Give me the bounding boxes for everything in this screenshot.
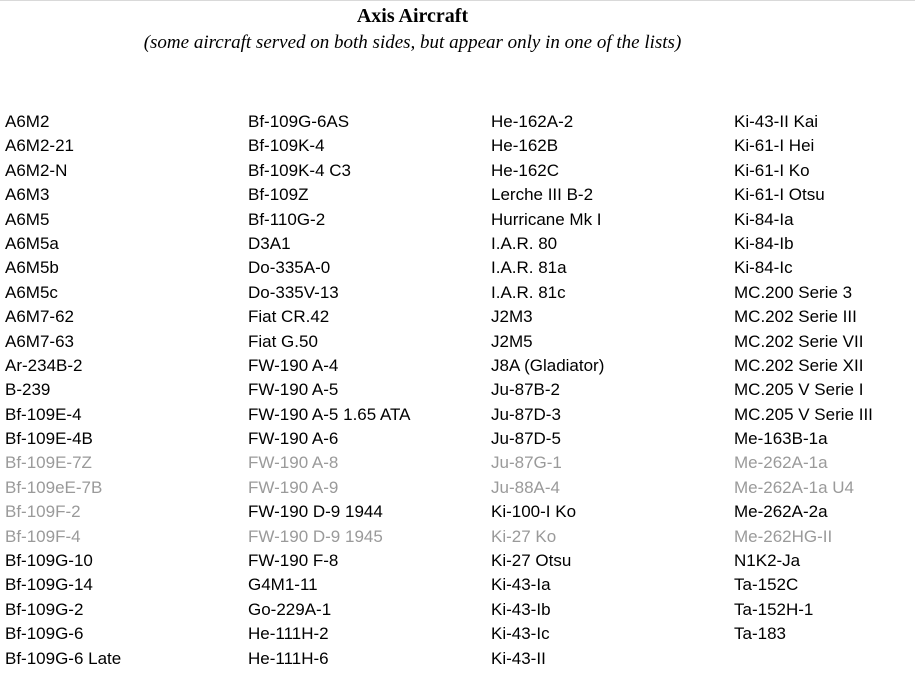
aircraft-list-item: Ju-87B-2 <box>491 380 560 400</box>
aircraft-list-item: Ju-87G-1 <box>491 453 562 473</box>
aircraft-list-item: MC.205 V Serie III <box>734 404 873 424</box>
aircraft-list-item: MC.202 Serie III <box>734 307 857 327</box>
aircraft-list-item: I.A.R. 81a <box>491 258 567 278</box>
aircraft-list-item: Fiat G.50 <box>248 331 318 351</box>
aircraft-list-item: He-111H-6 <box>248 648 329 668</box>
aircraft-list-item: MC.205 V Serie I <box>734 380 864 400</box>
aircraft-list-item: Ju-87D-5 <box>491 429 561 449</box>
aircraft-list-item: Ki-27 Otsu <box>491 551 572 571</box>
aircraft-list-item: Bf-109E-4 <box>5 404 82 424</box>
aircraft-list-item: Bf-109G-10 <box>5 551 93 571</box>
aircraft-list-item: A6M7-62 <box>5 307 74 327</box>
aircraft-list-item: Bf-109F-2 <box>5 502 81 522</box>
aircraft-list-item: Me-262A-1a U4 <box>734 477 855 497</box>
aircraft-list-item: A6M7-63 <box>5 331 74 351</box>
aircraft-list-item: Ta-183 <box>734 624 786 644</box>
aircraft-list-item: Bf-109K-4 C3 <box>248 160 351 180</box>
aircraft-list-item: FW-190 A-9 <box>248 477 339 497</box>
aircraft-list-item: Bf-109G-6 <box>5 624 84 644</box>
aircraft-list-item: FW-190 A-5 1.65 ATA <box>248 404 411 424</box>
aircraft-list-item: Ki-100-I Ko <box>491 502 577 522</box>
aircraft-list-item: Ta-152C <box>734 575 799 595</box>
aircraft-list-item: A6M2-N <box>5 160 68 180</box>
aircraft-column-3 <box>491 110 604 671</box>
aircraft-list-item: Me-163B-1a <box>734 429 828 449</box>
aircraft-list-item: Bf-109G-6AS <box>248 112 350 131</box>
aircraft-list-item: MC.200 Serie 3 <box>734 282 853 302</box>
aircraft-list-item: He-162A-2 <box>491 112 574 131</box>
aircraft-list-item: FW-190 A-4 <box>248 355 339 375</box>
aircraft-list-item: A6M5c <box>5 282 58 302</box>
aircraft-list-item: B-239 <box>5 380 51 400</box>
aircraft-list-item: J2M5 <box>491 331 533 351</box>
aircraft-list-item: A6M2 <box>5 112 50 131</box>
aircraft-list-item: Ki-43-II <box>491 648 546 668</box>
aircraft-list-item: Ki-43-Ia <box>491 575 551 595</box>
aircraft-list-item: G4M1-11 <box>248 575 318 595</box>
aircraft-list-item: Go-229A-1 <box>248 599 332 619</box>
page-subtitle: (some aircraft served on both sides, but appear only in one of the lists) <box>143 32 682 53</box>
aircraft-list-item: Ki-43-II Kai <box>734 112 819 131</box>
aircraft-list-item: MC.202 Serie XII <box>734 355 864 375</box>
aircraft-list-item: Bf-109G-14 <box>5 575 93 595</box>
aircraft-list-item: He-162C <box>491 160 560 180</box>
aircraft-list-item: Ki-61-I Hei <box>734 136 815 156</box>
aircraft-list-item: FW-190 A-8 <box>248 453 339 473</box>
page-title: Axis Aircraft <box>356 5 469 27</box>
aircraft-list-item: A6M2-21 <box>5 136 74 156</box>
aircraft-list-item: FW-190 D-9 1944 <box>248 502 383 522</box>
aircraft-list-item: FW-190 A-6 <box>248 429 339 449</box>
aircraft-list-item: A6M5a <box>5 233 59 253</box>
aircraft-list-item: Ju-87D-3 <box>491 404 561 424</box>
aircraft-list-item: Ki-84-Ic <box>734 258 793 278</box>
aircraft-list-item: FW-190 D-9 1945 <box>248 526 383 546</box>
aircraft-list-item: Do-335A-0 <box>248 258 331 278</box>
aircraft-list-item: Hurricane Mk I <box>491 209 602 229</box>
aircraft-list-item: Bf-109E-7Z <box>5 453 92 473</box>
aircraft-list-item: I.A.R. 80 <box>491 233 558 253</box>
aircraft-list-item: Bf-109K-4 <box>248 136 325 156</box>
aircraft-list-item: Bf-109F-4 <box>5 526 81 546</box>
aircraft-list-item: Ki-43-Ic <box>491 624 550 644</box>
aircraft-list-item: J8A (Gladiator) <box>491 355 605 375</box>
aircraft-list-item: Lerche III B-2 <box>491 185 594 205</box>
aircraft-column-4 <box>734 110 873 647</box>
aircraft-list-item: A6M3 <box>5 185 50 205</box>
aircraft-list-item: MC.202 Serie VII <box>734 331 864 351</box>
aircraft-list-item: Bf-109G-2 <box>5 599 84 619</box>
aircraft-list-item: N1K2-Ja <box>734 551 801 571</box>
aircraft-list-item: Ki-43-Ib <box>491 599 551 619</box>
aircraft-column-2 <box>248 110 411 671</box>
aircraft-list-item: Ju-88A-4 <box>491 477 560 497</box>
aircraft-list-item: A6M5 <box>5 209 50 229</box>
aircraft-list-item: Ki-61-I Otsu <box>734 185 825 205</box>
aircraft-list-item: Bf-109eE-7B <box>5 477 103 497</box>
aircraft-list-item: Ki-84-Ia <box>734 209 794 229</box>
aircraft-list-item: Bf-109G-6 Late <box>5 648 122 668</box>
aircraft-list-item: Ar-234B-2 <box>5 355 83 375</box>
aircraft-list-item: Bf-110G-2 <box>248 209 326 229</box>
aircraft-list-item: D3A1 <box>248 233 291 253</box>
top-divider <box>0 0 915 1</box>
aircraft-list-item: Fiat CR.42 <box>248 307 330 327</box>
aircraft-list-item: Me-262A-1a <box>734 453 828 473</box>
aircraft-list-item: Bf-109Z <box>248 185 309 205</box>
aircraft-list-item: Do-335V-13 <box>248 282 339 302</box>
aircraft-list-item: Me-262HG-II <box>734 526 833 546</box>
aircraft-list-item: Ta-152H-1 <box>734 599 814 619</box>
aircraft-list-item: Ki-27 Ko <box>491 526 557 546</box>
aircraft-list-item: Ki-84-Ib <box>734 233 794 253</box>
aircraft-list-item: FW-190 A-5 <box>248 380 339 400</box>
aircraft-list-item: Ki-61-I Ko <box>734 160 810 180</box>
aircraft-list-item: He-111H-2 <box>248 624 329 644</box>
aircraft-list-item: FW-190 F-8 <box>248 551 339 571</box>
aircraft-column-1 <box>5 110 121 671</box>
aircraft-list-item: A6M5b <box>5 258 59 278</box>
aircraft-list-item: I.A.R. 81c <box>491 282 566 302</box>
aircraft-list-item: Bf-109E-4B <box>5 429 93 449</box>
aircraft-list-item: He-162B <box>491 136 559 156</box>
aircraft-list-item: J2M3 <box>491 307 533 327</box>
aircraft-list-item: Me-262A-2a <box>734 502 828 522</box>
